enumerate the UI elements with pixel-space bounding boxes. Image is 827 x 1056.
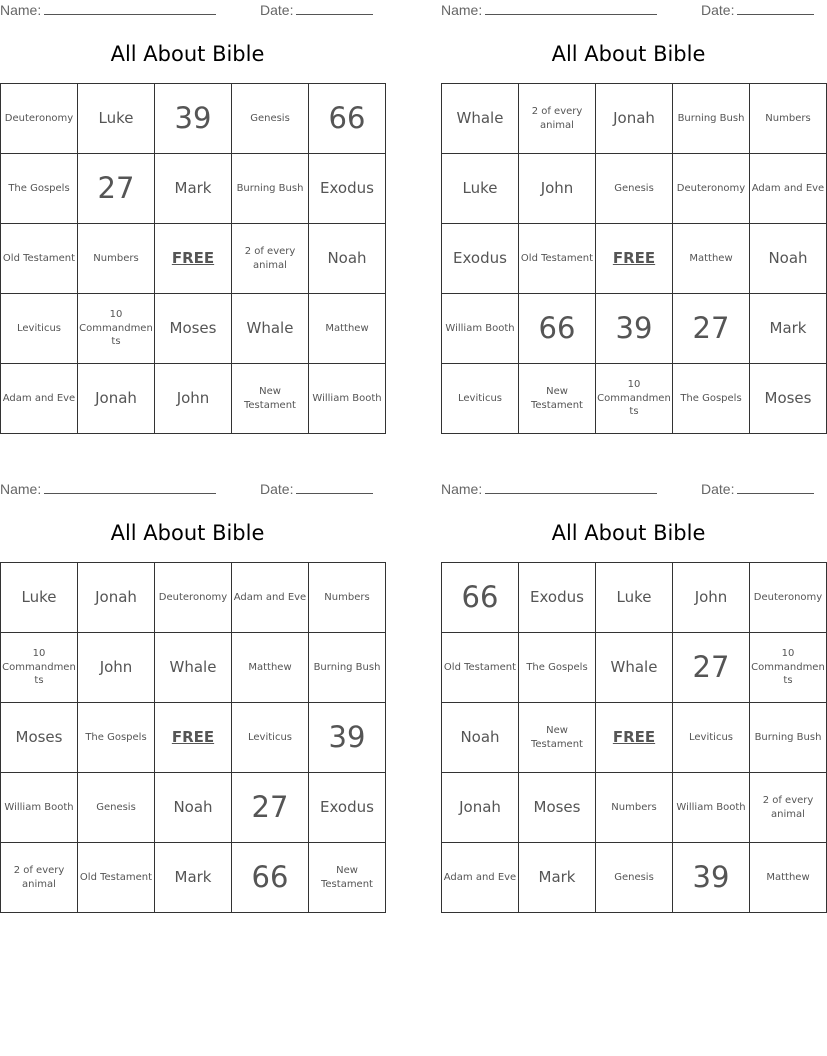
name-label: Name:: [441, 481, 483, 497]
bingo-cell: William Booth: [309, 364, 386, 434]
date-label: Date:: [260, 2, 294, 18]
bingo-cell: Numbers: [309, 563, 386, 633]
bingo-cell: Luke: [442, 154, 519, 224]
bingo-cell: John: [155, 364, 232, 434]
date-field: [260, 481, 373, 497]
bingo-cell: 39: [596, 294, 673, 364]
bingo-cell: Old Testament: [78, 843, 155, 913]
bingo-grid: [441, 83, 827, 434]
bingo-cell: Exodus: [519, 563, 596, 633]
bingo-cell: 39: [673, 843, 750, 913]
bingo-cell: Noah: [309, 224, 386, 294]
bingo-cell: Noah: [155, 773, 232, 843]
date-line: [737, 2, 814, 15]
card-header: [441, 2, 816, 20]
bingo-cell: John: [78, 633, 155, 703]
date-label: Date:: [701, 481, 735, 497]
bingo-cell: Noah: [442, 703, 519, 773]
bingo-cell: Numbers: [750, 84, 827, 154]
bingo-cell: Exodus: [309, 154, 386, 224]
bingo-cell: The Gospels: [78, 703, 155, 773]
bingo-cell: Luke: [596, 563, 673, 633]
bingo-row: [442, 294, 827, 364]
bingo-cell: Old Testament: [519, 224, 596, 294]
date-line: [737, 481, 814, 494]
bingo-cell: Moses: [155, 294, 232, 364]
bingo-row: [1, 703, 386, 773]
bingo-cell: William Booth: [442, 294, 519, 364]
bingo-cell: 66: [519, 294, 596, 364]
bingo-cell: 10 Commandments: [78, 294, 155, 364]
bingo-cell: 27: [78, 154, 155, 224]
bingo-cell: Whale: [442, 84, 519, 154]
bingo-cell: Jonah: [596, 84, 673, 154]
bingo-row: [442, 633, 827, 703]
bingo-cell: Mark: [750, 294, 827, 364]
name-label: Name:: [0, 481, 42, 497]
bingo-cell: Jonah: [78, 563, 155, 633]
bingo-cell: Mark: [155, 154, 232, 224]
bingo-row: [1, 84, 386, 154]
bingo-cell: John: [519, 154, 596, 224]
bingo-cell: Noah: [750, 224, 827, 294]
bingo-cell: Deuteronomy: [155, 563, 232, 633]
bingo-row: [442, 773, 827, 843]
name-line: [485, 481, 657, 494]
bingo-cell: Matthew: [673, 224, 750, 294]
bingo-cell: 10 Commandments: [750, 633, 827, 703]
bingo-row: [442, 224, 827, 294]
bingo-cell: Jonah: [78, 364, 155, 434]
bingo-cell: 2 of every animal: [750, 773, 827, 843]
bingo-cell: Burning Bush: [750, 703, 827, 773]
bingo-row: [442, 703, 827, 773]
bingo-cell: Mark: [519, 843, 596, 913]
bingo-cell: 10 Commandments: [596, 364, 673, 434]
bingo-cell: The Gospels: [673, 364, 750, 434]
bingo-cell: 27: [673, 633, 750, 703]
bingo-cell: 66: [232, 843, 309, 913]
bingo-cell: Numbers: [596, 773, 673, 843]
bingo-cell: Adam and Eve: [750, 154, 827, 224]
bingo-row: [1, 563, 386, 633]
bingo-cell: Old Testament: [1, 224, 78, 294]
name-field: [0, 481, 216, 497]
date-label: Date:: [701, 2, 735, 18]
bingo-row: [442, 563, 827, 633]
bingo-cell: 2 of every animal: [1, 843, 78, 913]
bingo-cell: 66: [309, 84, 386, 154]
bingo-row: [1, 294, 386, 364]
bingo-cell: Deuteronomy: [673, 154, 750, 224]
bingo-cell: Moses: [750, 364, 827, 434]
bingo-cell: Deuteronomy: [750, 563, 827, 633]
bingo-cell: Genesis: [596, 154, 673, 224]
bingo-cell: Matthew: [750, 843, 827, 913]
card-title: All About Bible: [110, 521, 265, 545]
bingo-cell: Whale: [232, 294, 309, 364]
bingo-grid: [441, 562, 827, 913]
card-title: All About Bible: [110, 42, 265, 66]
card-title: All About Bible: [551, 521, 706, 545]
date-line: [296, 481, 373, 494]
name-label: Name:: [441, 2, 483, 18]
bingo-cell: New Testament: [519, 703, 596, 773]
free-space: FREE: [596, 703, 673, 773]
bingo-cell: Genesis: [78, 773, 155, 843]
bingo-row: [442, 843, 827, 913]
date-line: [296, 2, 373, 15]
bingo-cell: Numbers: [78, 224, 155, 294]
bingo-row: [1, 773, 386, 843]
bingo-cell: Adam and Eve: [1, 364, 78, 434]
card-header: [0, 481, 375, 499]
bingo-cell: 2 of every animal: [519, 84, 596, 154]
bingo-cell: The Gospels: [519, 633, 596, 703]
name-field: [441, 481, 657, 497]
bingo-row: [1, 633, 386, 703]
name-field: [0, 2, 216, 18]
bingo-row: [1, 364, 386, 434]
name-line: [485, 2, 657, 15]
bingo-cell: Matthew: [309, 294, 386, 364]
name-line: [44, 2, 216, 15]
bingo-cell: Mark: [155, 843, 232, 913]
bingo-cell: Leviticus: [673, 703, 750, 773]
bingo-cell: Moses: [1, 703, 78, 773]
bingo-cell: Genesis: [596, 843, 673, 913]
bingo-cell: Exodus: [442, 224, 519, 294]
bingo-cell: John: [673, 563, 750, 633]
bingo-cell: Luke: [78, 84, 155, 154]
bingo-cell: Whale: [596, 633, 673, 703]
date-field: [701, 2, 814, 18]
name-field: [441, 2, 657, 18]
date-field: [260, 2, 373, 18]
bingo-cell: Genesis: [232, 84, 309, 154]
bingo-cell: Leviticus: [232, 703, 309, 773]
bingo-cell: 27: [673, 294, 750, 364]
free-space: FREE: [155, 703, 232, 773]
bingo-cell: New Testament: [519, 364, 596, 434]
bingo-cell: Adam and Eve: [232, 563, 309, 633]
free-space: FREE: [155, 224, 232, 294]
card-header: [441, 481, 816, 499]
bingo-grid: [0, 83, 386, 434]
bingo-cell: Deuteronomy: [1, 84, 78, 154]
bingo-row: [1, 843, 386, 913]
bingo-cell: 27: [232, 773, 309, 843]
bingo-cell: 39: [155, 84, 232, 154]
bingo-cell: Burning Bush: [309, 633, 386, 703]
bingo-cell: 10 Commandments: [1, 633, 78, 703]
name-line: [44, 481, 216, 494]
bingo-cell: Leviticus: [442, 364, 519, 434]
bingo-cell: The Gospels: [1, 154, 78, 224]
bingo-row: [1, 154, 386, 224]
bingo-cell: Exodus: [309, 773, 386, 843]
bingo-row: [442, 154, 827, 224]
bingo-cell: Leviticus: [1, 294, 78, 364]
bingo-row: [442, 84, 827, 154]
bingo-cell: 66: [442, 563, 519, 633]
bingo-cell: New Testament: [232, 364, 309, 434]
bingo-cell: Adam and Eve: [442, 843, 519, 913]
bingo-row: [1, 224, 386, 294]
bingo-cell: William Booth: [1, 773, 78, 843]
bingo-grid: [0, 562, 386, 913]
bingo-cell: Burning Bush: [673, 84, 750, 154]
date-label: Date:: [260, 481, 294, 497]
bingo-cell: William Booth: [673, 773, 750, 843]
free-space: FREE: [596, 224, 673, 294]
card-header: [0, 2, 375, 20]
name-label: Name:: [0, 2, 42, 18]
bingo-cell: Old Testament: [442, 633, 519, 703]
bingo-cell: Matthew: [232, 633, 309, 703]
card-title: All About Bible: [551, 42, 706, 66]
bingo-cell: Moses: [519, 773, 596, 843]
bingo-row: [442, 364, 827, 434]
bingo-cell: Burning Bush: [232, 154, 309, 224]
bingo-cell: 2 of every animal: [232, 224, 309, 294]
bingo-cell: Whale: [155, 633, 232, 703]
bingo-cell: Luke: [1, 563, 78, 633]
bingo-cell: Jonah: [442, 773, 519, 843]
bingo-cell: New Testament: [309, 843, 386, 913]
bingo-cell: 39: [309, 703, 386, 773]
date-field: [701, 481, 814, 497]
